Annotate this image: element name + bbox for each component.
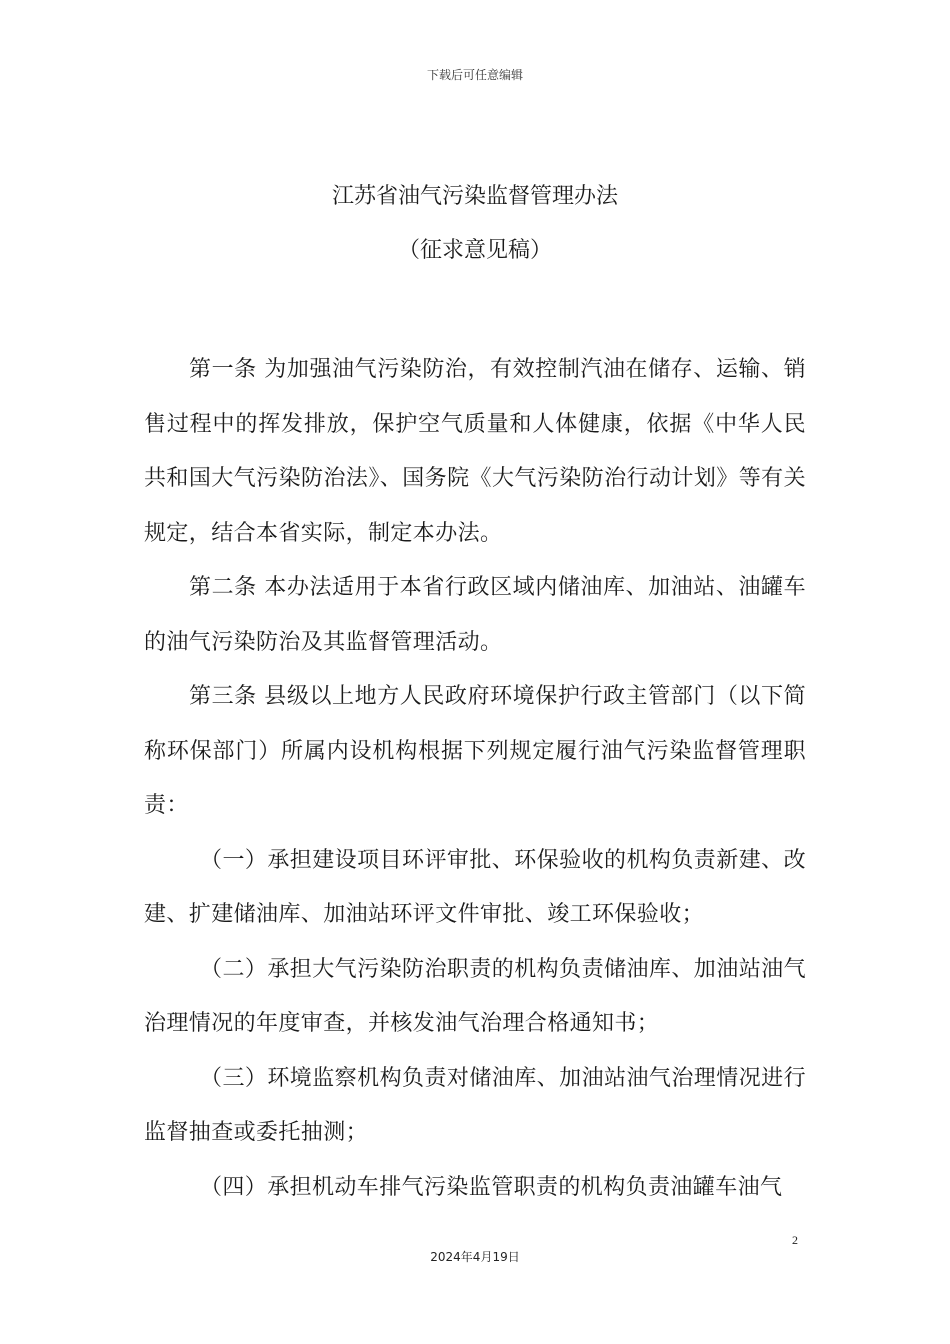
article-3-item-2: （二）承担大气污染防治职责的机构负责储油库、加油站油气治理情况的年度审查，并核发油气治理合格通知书；: [144, 956, 806, 1036]
footer-date: 2024年4月19日: [430, 1250, 520, 1264]
article-2-paragraph: 第二条 本办法适用于本省行政区域内储油库、加油站、油罐车的油气污染防治及其监督管理活动。: [144, 575, 806, 655]
page-number: 2: [792, 1233, 798, 1247]
article-3-item-4: （四）承担机动车排气污染监管职责的机构负责油罐车油气: [200, 1174, 783, 1200]
document-subtitle: （征求意见稿）: [397, 238, 552, 263]
article-1-paragraph: 第一条 为加强油气污染防治，有效控制汽油在储存、运输、销售过程中的挥发排放，保护空气质量和人体健康，依据《中华人民共和国大气污染防治法》、国务院《大气污染防治行动计划》等有关规定，结合本省实际，制定本办法。: [144, 357, 806, 546]
document-title: 江苏省油气污染监督管理办法: [331, 184, 618, 209]
article-3-paragraph: 第三条 县级以上地方人民政府环境保护行政主管部门（以下简称环保部门）所属内设机构根据下列规定履行油气污染监督管理职责：: [144, 684, 806, 818]
page-header-note: 下载后可任意编辑: [426, 68, 523, 82]
document-body: [144, 343, 806, 1215]
article-3-item-1: （一）承担建设项目环评审批、环保验收的机构负责新建、改建、扩建储油库、加油站环评文件审批、竣工环保验收；: [144, 847, 806, 927]
article-3-item-3: （三）环境监察机构负责对储油库、加油站油气治理情况进行监督抽查或委托抽测；: [144, 1065, 806, 1145]
